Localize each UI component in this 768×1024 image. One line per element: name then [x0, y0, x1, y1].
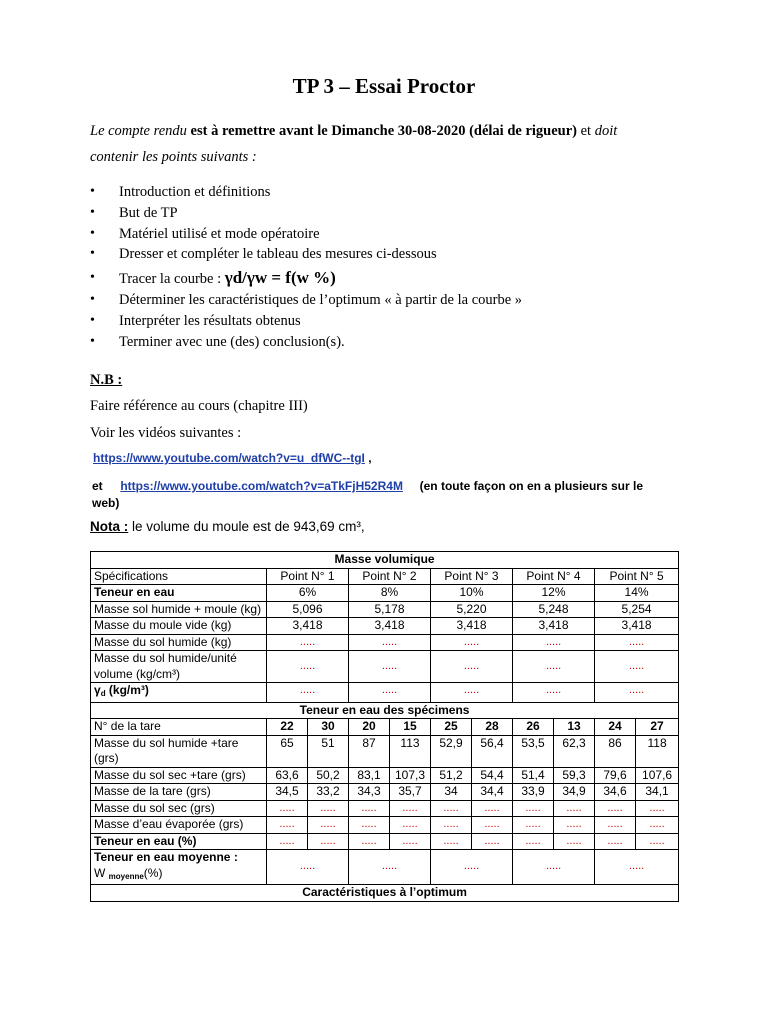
- mean-w-symbol: W: [94, 865, 109, 880]
- blank-cell: .....: [595, 850, 679, 885]
- blank-cell: .....: [431, 634, 513, 651]
- table-cell: 54,4: [472, 767, 513, 784]
- table-row: [91, 800, 679, 817]
- nota-line: [90, 519, 365, 534]
- blank-cell: .....: [513, 651, 595, 683]
- table-row: [91, 683, 679, 703]
- section-title-optimum: Caractéristiques à l’optimum: [91, 885, 679, 902]
- blank-cell: .....: [349, 833, 390, 850]
- list-item: • Dresser et compléter le tableau des mesures ci-dessous: [90, 244, 522, 265]
- blank-cell: .....: [472, 833, 513, 850]
- table-row: [91, 601, 679, 618]
- intro-must: doit: [594, 123, 618, 139]
- table-cell: 12%: [513, 585, 595, 602]
- table-cell: 3,418: [431, 618, 513, 635]
- blank-cell: .....: [472, 800, 513, 817]
- blank-cell: .....: [349, 817, 390, 834]
- blank-cell: .....: [349, 651, 431, 683]
- row-label: Masse du sol sec +tare (grs): [91, 767, 267, 784]
- blank-cell: .....: [513, 800, 554, 817]
- blank-cell: .....: [390, 817, 431, 834]
- table-cell: 8%: [349, 585, 431, 602]
- table-row: [91, 767, 679, 784]
- gamma-sub: d: [100, 689, 106, 698]
- blank-cell: .....: [636, 800, 679, 817]
- list-item: • But de TP: [90, 203, 522, 224]
- list-item: • Déterminer les caractéristiques de l’optimum « à partir de la courbe »: [90, 290, 522, 311]
- table-cell: 26: [513, 719, 554, 736]
- blank-cell: .....: [431, 651, 513, 683]
- table-row: [91, 784, 679, 801]
- table-cell: 56,4: [472, 735, 513, 767]
- video-link-1-suffix: ,: [364, 451, 372, 465]
- blank-cell: .....: [554, 800, 595, 817]
- table-cell: 15: [390, 719, 431, 736]
- row-label: Spécifications: [91, 568, 267, 585]
- row-label: Masse du moule vide (kg): [91, 618, 267, 635]
- table-row: [91, 618, 679, 635]
- table-cell: 65: [267, 735, 308, 767]
- video-link-1-row: [93, 451, 372, 465]
- table-cell: 33,2: [308, 784, 349, 801]
- row-label: N° de la tare: [91, 719, 267, 736]
- blank-cell: .....: [636, 833, 679, 850]
- blank-cell: .....: [513, 634, 595, 651]
- blank-cell: .....: [431, 833, 472, 850]
- table-cell: 53,5: [513, 735, 554, 767]
- table-cell: 50,2: [308, 767, 349, 784]
- blank-cell: .....: [595, 800, 636, 817]
- table-cell: 51,4: [513, 767, 554, 784]
- table-cell: 22: [267, 719, 308, 736]
- table-row: [91, 568, 679, 585]
- blank-cell: .....: [308, 817, 349, 834]
- blank-cell: .....: [349, 634, 431, 651]
- blank-cell: .....: [431, 683, 513, 703]
- intro-deadline: est à remettre avant le Dimanche 30-08-2020 (délai de rigueur): [190, 123, 577, 139]
- mean-w-unit: (%): [143, 865, 163, 880]
- table-cell: 63,6: [267, 767, 308, 784]
- curve-formula: γd/γw = f(w %): [224, 268, 336, 288]
- table-cell: 14%: [595, 585, 679, 602]
- table-cell: 51: [308, 735, 349, 767]
- table-cell: 83,1: [349, 767, 390, 784]
- measurements-table: [90, 551, 679, 902]
- video-link-2-suffix: (en toute façon on en a plusieurs sur le web): [92, 479, 643, 510]
- nb-line-1: Faire référence au cours (chapitre III): [90, 398, 308, 414]
- table-row: [91, 817, 679, 834]
- table-cell: 107,3: [390, 767, 431, 784]
- table-cell: 33,9: [513, 784, 554, 801]
- nota-text: le volume du moule est de 943,69 cm³,: [128, 519, 365, 534]
- table-cell: 86: [595, 735, 636, 767]
- mean-water-title: Teneur en eau moyenne :: [94, 850, 238, 864]
- video-link-2[interactable]: https://www.youtube.com/watch?v=aTkFjH52R4M: [120, 479, 403, 493]
- section-title-density: Masse volumique: [91, 552, 679, 569]
- video-link-1[interactable]: https://www.youtube.com/watch?v=u_dfWC--tgI: [93, 451, 365, 465]
- blank-cell: .....: [349, 850, 431, 885]
- row-label: Teneur en eau: [91, 585, 267, 602]
- video-link-2-prefix: et: [92, 479, 103, 493]
- blank-cell: .....: [595, 651, 679, 683]
- mean-w-sub: moyenne: [108, 871, 144, 881]
- table-cell: 35,7: [390, 784, 431, 801]
- table-cell: 3,418: [513, 618, 595, 635]
- blank-cell: .....: [308, 800, 349, 817]
- page-title: TP 3 – Essai Proctor: [292, 74, 476, 98]
- blank-cell: .....: [308, 833, 349, 850]
- table-cell: 34,9: [554, 784, 595, 801]
- blank-cell: .....: [349, 800, 390, 817]
- list-item-curve: [90, 265, 522, 290]
- blank-cell: .....: [431, 817, 472, 834]
- table-cell: 25: [431, 719, 472, 736]
- table-cell: 107,6: [636, 767, 679, 784]
- table-cell: 52,9: [431, 735, 472, 767]
- row-label: Masse du sol humide/unité volume (kg/cm³): [91, 651, 267, 683]
- row-label-mean-water: [91, 850, 267, 885]
- blank-cell: .....: [267, 800, 308, 817]
- requirements-list: [90, 182, 522, 353]
- list-item: • Matériel utilisé et mode opératoire: [90, 224, 522, 245]
- table-cell: 113: [390, 735, 431, 767]
- list-item: • Introduction et définitions: [90, 182, 522, 203]
- table-cell: 10%: [431, 585, 513, 602]
- intro-line-2: contenir les points suivants :: [90, 149, 257, 165]
- blank-cell: .....: [636, 817, 679, 834]
- table-cell: 34: [431, 784, 472, 801]
- blank-cell: .....: [513, 850, 595, 885]
- row-label: Masse du sol sec (grs): [91, 800, 267, 817]
- table-cell: 34,6: [595, 784, 636, 801]
- table-cell: 5,096: [267, 601, 349, 618]
- gamma-symbol: γ: [94, 683, 101, 697]
- blank-cell: .....: [267, 651, 349, 683]
- table-row: [91, 585, 679, 602]
- table-row: [91, 850, 679, 885]
- table-cell: 118: [636, 735, 679, 767]
- nb-heading: N.B :: [90, 372, 123, 388]
- table-row: [91, 634, 679, 651]
- table-cell: 51,2: [431, 767, 472, 784]
- table-cell: Point N° 2: [349, 568, 431, 585]
- row-label: Masse de la tare (grs): [91, 784, 267, 801]
- table-cell: 59,3: [554, 767, 595, 784]
- table-cell: Point N° 3: [431, 568, 513, 585]
- table-cell: 13: [554, 719, 595, 736]
- nb-line-2: Voir les vidéos suivantes :: [90, 425, 242, 441]
- table-cell: 62,3: [554, 735, 595, 767]
- table-cell: 5,248: [513, 601, 595, 618]
- table-cell: 34,3: [349, 784, 390, 801]
- blank-cell: .....: [472, 817, 513, 834]
- table-cell: 5,220: [431, 601, 513, 618]
- blank-cell: .....: [390, 833, 431, 850]
- table-cell: 20: [349, 719, 390, 736]
- intro-italic: Le compte rendu: [90, 123, 187, 139]
- nota-label: Nota :: [90, 519, 129, 534]
- table-cell: 27: [636, 719, 679, 736]
- table-cell: 79,6: [595, 767, 636, 784]
- table-cell: 5,178: [349, 601, 431, 618]
- list-item: • Interpréter les résultats obtenus: [90, 311, 522, 332]
- table-cell: 34,1: [636, 784, 679, 801]
- table-row: [91, 833, 679, 850]
- video-link-2-row: [92, 478, 672, 512]
- table-row: [91, 735, 679, 767]
- blank-cell: .....: [595, 634, 679, 651]
- blank-cell: .....: [267, 850, 349, 885]
- table-row: [91, 719, 679, 736]
- intro-and: et: [580, 123, 592, 139]
- section-title-water-content: Teneur en eau des spécimens: [91, 702, 679, 719]
- table-cell: 87: [349, 735, 390, 767]
- row-label: Masse du sol humide (kg): [91, 634, 267, 651]
- curve-prefix: Tracer la courbe :: [119, 271, 225, 288]
- blank-cell: .....: [267, 634, 349, 651]
- blank-cell: .....: [595, 833, 636, 850]
- blank-cell: .....: [349, 683, 431, 703]
- table-cell: Point N° 4: [513, 568, 595, 585]
- table-cell: Point N° 5: [595, 568, 679, 585]
- intro-line-1: [90, 123, 690, 140]
- row-label: Teneur en eau (%): [91, 833, 267, 850]
- row-label: Masse d’eau évaporée (grs): [91, 817, 267, 834]
- table-cell: 28: [472, 719, 513, 736]
- blank-cell: .....: [513, 833, 554, 850]
- table-cell: 24: [595, 719, 636, 736]
- table-cell: 3,418: [349, 618, 431, 635]
- table-cell: 3,418: [267, 618, 349, 635]
- blank-cell: .....: [431, 850, 513, 885]
- blank-cell: .....: [267, 683, 349, 703]
- blank-cell: .....: [513, 817, 554, 834]
- blank-cell: .....: [595, 683, 679, 703]
- blank-cell: .....: [431, 800, 472, 817]
- row-label: Masse sol humide + moule (kg): [91, 601, 267, 618]
- row-label: Masse du sol humide +tare (grs): [91, 735, 267, 767]
- table-row: [91, 651, 679, 683]
- blank-cell: .....: [513, 683, 595, 703]
- table-cell: 30: [308, 719, 349, 736]
- blank-cell: .....: [595, 817, 636, 834]
- table-cell: Point N° 1: [267, 568, 349, 585]
- blank-cell: .....: [554, 833, 595, 850]
- table-cell: 5,254: [595, 601, 679, 618]
- table-cell: 34,4: [472, 784, 513, 801]
- gamma-unit: (kg/m³): [105, 683, 149, 697]
- blank-cell: .....: [267, 833, 308, 850]
- table-cell: 3,418: [595, 618, 679, 635]
- list-item: • Terminer avec une (des) conclusion(s).: [90, 332, 522, 353]
- row-label-gamma-d: [91, 683, 267, 703]
- table-cell: 6%: [267, 585, 349, 602]
- blank-cell: .....: [390, 800, 431, 817]
- table-cell: 34,5: [267, 784, 308, 801]
- blank-cell: .....: [267, 817, 308, 834]
- blank-cell: .....: [554, 817, 595, 834]
